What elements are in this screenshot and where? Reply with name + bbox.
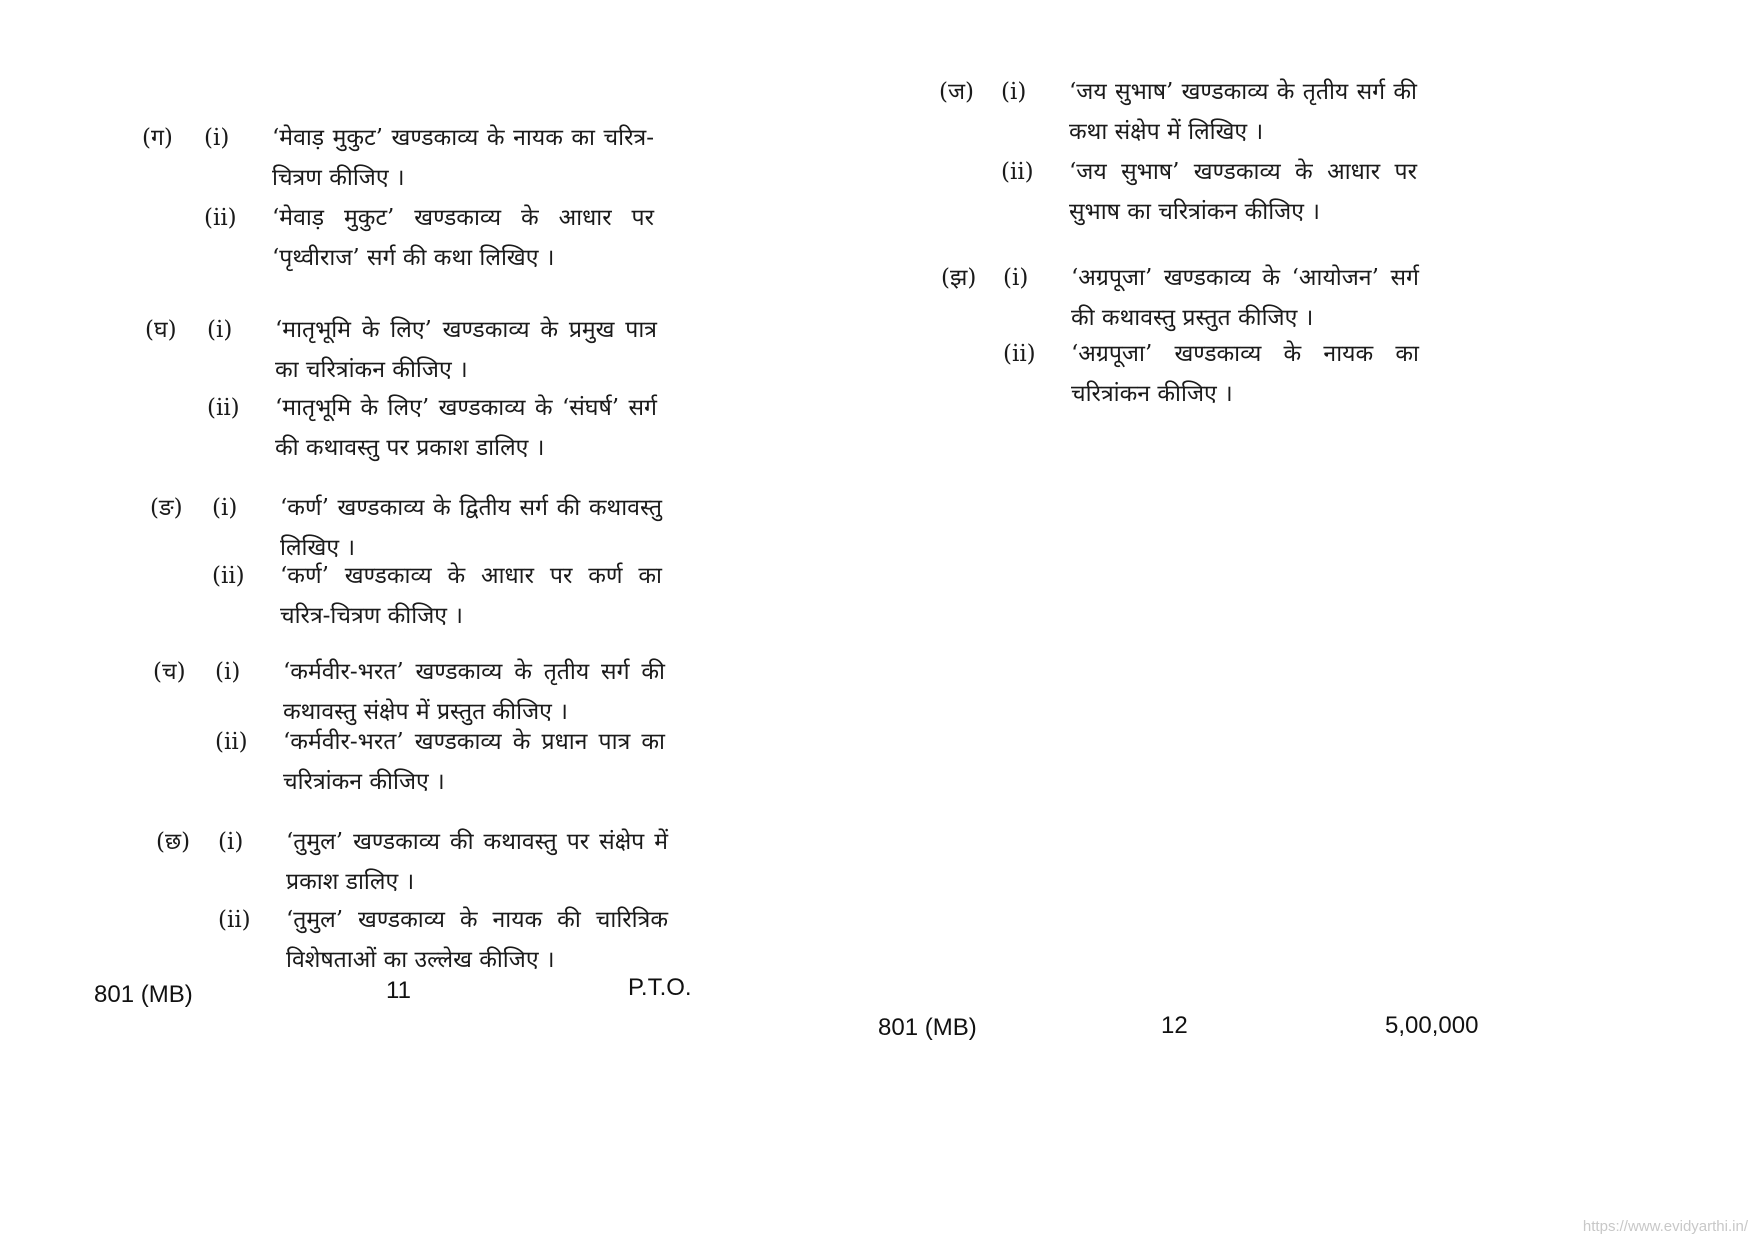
- question-gh-i: [145, 310, 657, 390]
- question-text: ‘कर्ण’ खण्डकाव्य के द्वितीय सर्ग की कथावस्तु लिखिए ।: [280, 495, 662, 561]
- question-text: ‘कर्ण’ खण्डकाव्य के आधार पर कर्ण का चरित्र-चित्रण कीजिए ।: [280, 563, 662, 629]
- sub-label: (i): [218, 829, 244, 855]
- question-text: ‘कर्मवीर-भरत’ खण्डकाव्य के तृतीय सर्ग की कथावस्तु संक्षेप में प्रस्तुत कीजिए ।: [283, 659, 665, 725]
- footer-print-count: 5,00,000: [1385, 1012, 1479, 1039]
- section-label-gh: (घ): [145, 317, 177, 343]
- sub-label: (ii): [1003, 341, 1036, 367]
- question-ja-i: [939, 72, 1417, 152]
- question-jha-ii: [1003, 334, 1419, 414]
- sub-label: (ii): [207, 395, 240, 421]
- question-text: ‘तुमुल’ खण्डकाव्य के नायक की चारित्रिक विशेषताओं का उल्लेख कीजिए ।: [286, 907, 668, 973]
- question-chha-ii: [218, 900, 668, 980]
- watermark-url: https://www.evidyarthi.in/: [1582, 1218, 1748, 1235]
- question-g-ii: [204, 198, 654, 278]
- question-text: ‘मातृभूमि के लिए’ खण्डकाव्य के ‘संघर्ष’ सर्ग की कथावस्तु पर प्रकाश डालिए ।: [275, 395, 657, 461]
- question-ja-ii: [1001, 152, 1417, 232]
- section-label-chha: (छ): [156, 829, 191, 855]
- section-label-ja: (ज): [939, 79, 975, 105]
- sub-label: (ii): [218, 907, 251, 933]
- question-text: ‘अग्रपूजा’ खण्डकाव्य के नायक का चरित्रांकन कीजिए ।: [1071, 341, 1419, 407]
- footer-paper-code: 801 (MB): [94, 981, 193, 1008]
- sub-label: (i): [207, 317, 233, 343]
- question-text: ‘तुमुल’ खण्डकाव्य की कथावस्तु पर संक्षेप में प्रकाश डालिए ।: [286, 829, 668, 895]
- footer-pto: P.T.O.: [628, 974, 692, 1001]
- question-jha-i: [941, 258, 1419, 338]
- sub-label: (i): [215, 659, 241, 685]
- question-gh-ii: [207, 388, 657, 468]
- question-g-i: [142, 118, 654, 198]
- question-text: ‘मातृभूमि के लिए’ खण्डकाव्य के प्रमुख पात्र का चरित्रांकन कीजिए ।: [275, 317, 657, 383]
- question-text: ‘जय सुभाष’ खण्डकाव्य के तृतीय सर्ग की कथा संक्षेप में लिखिए ।: [1069, 79, 1417, 145]
- question-text: ‘मेवाड़ मुकुट’ खण्डकाव्य के आधार पर ‘पृथ्वीराज’ सर्ग की कथा लिखिए ।: [272, 205, 654, 271]
- question-nga-ii: [212, 556, 662, 636]
- section-label-nga: (ङ): [150, 495, 183, 521]
- question-cha-ii: [215, 722, 665, 802]
- section-label-g: (ग): [142, 125, 173, 151]
- question-text: ‘कर्मवीर-भरत’ खण्डकाव्य के प्रधान पात्र का चरित्रांकन कीजिए ।: [283, 729, 665, 795]
- sub-label: (ii): [212, 563, 245, 589]
- sub-label: (ii): [215, 729, 248, 755]
- question-text: ‘मेवाड़ मुकुट’ खण्डकाव्य के नायक का चरित्र-चित्रण कीजिए ।: [272, 125, 654, 191]
- question-chha-i: [156, 822, 668, 902]
- footer-page-number: 12: [1161, 1012, 1188, 1039]
- sub-label: (i): [1003, 265, 1029, 291]
- question-text: ‘अग्रपूजा’ खण्डकाव्य के ‘आयोजन’ सर्ग की कथावस्तु प्रस्तुत कीजिए ।: [1071, 265, 1419, 331]
- sub-label: (ii): [204, 205, 237, 231]
- sub-label: (i): [204, 125, 230, 151]
- footer-paper-code: 801 (MB): [878, 1014, 977, 1041]
- footer-page-number: 11: [386, 977, 411, 1004]
- question-cha-i: [153, 652, 665, 732]
- sub-label: (i): [1001, 79, 1027, 105]
- section-label-jha: (झ): [941, 265, 977, 291]
- section-label-cha: (च): [153, 659, 186, 685]
- page-12: [877, 0, 1754, 1241]
- question-text: ‘जय सुभाष’ खण्डकाव्य के आधार पर सुभाष का चरित्रांकन कीजिए ।: [1069, 159, 1417, 225]
- sub-label: (ii): [1001, 159, 1034, 185]
- sub-label: (i): [212, 495, 238, 521]
